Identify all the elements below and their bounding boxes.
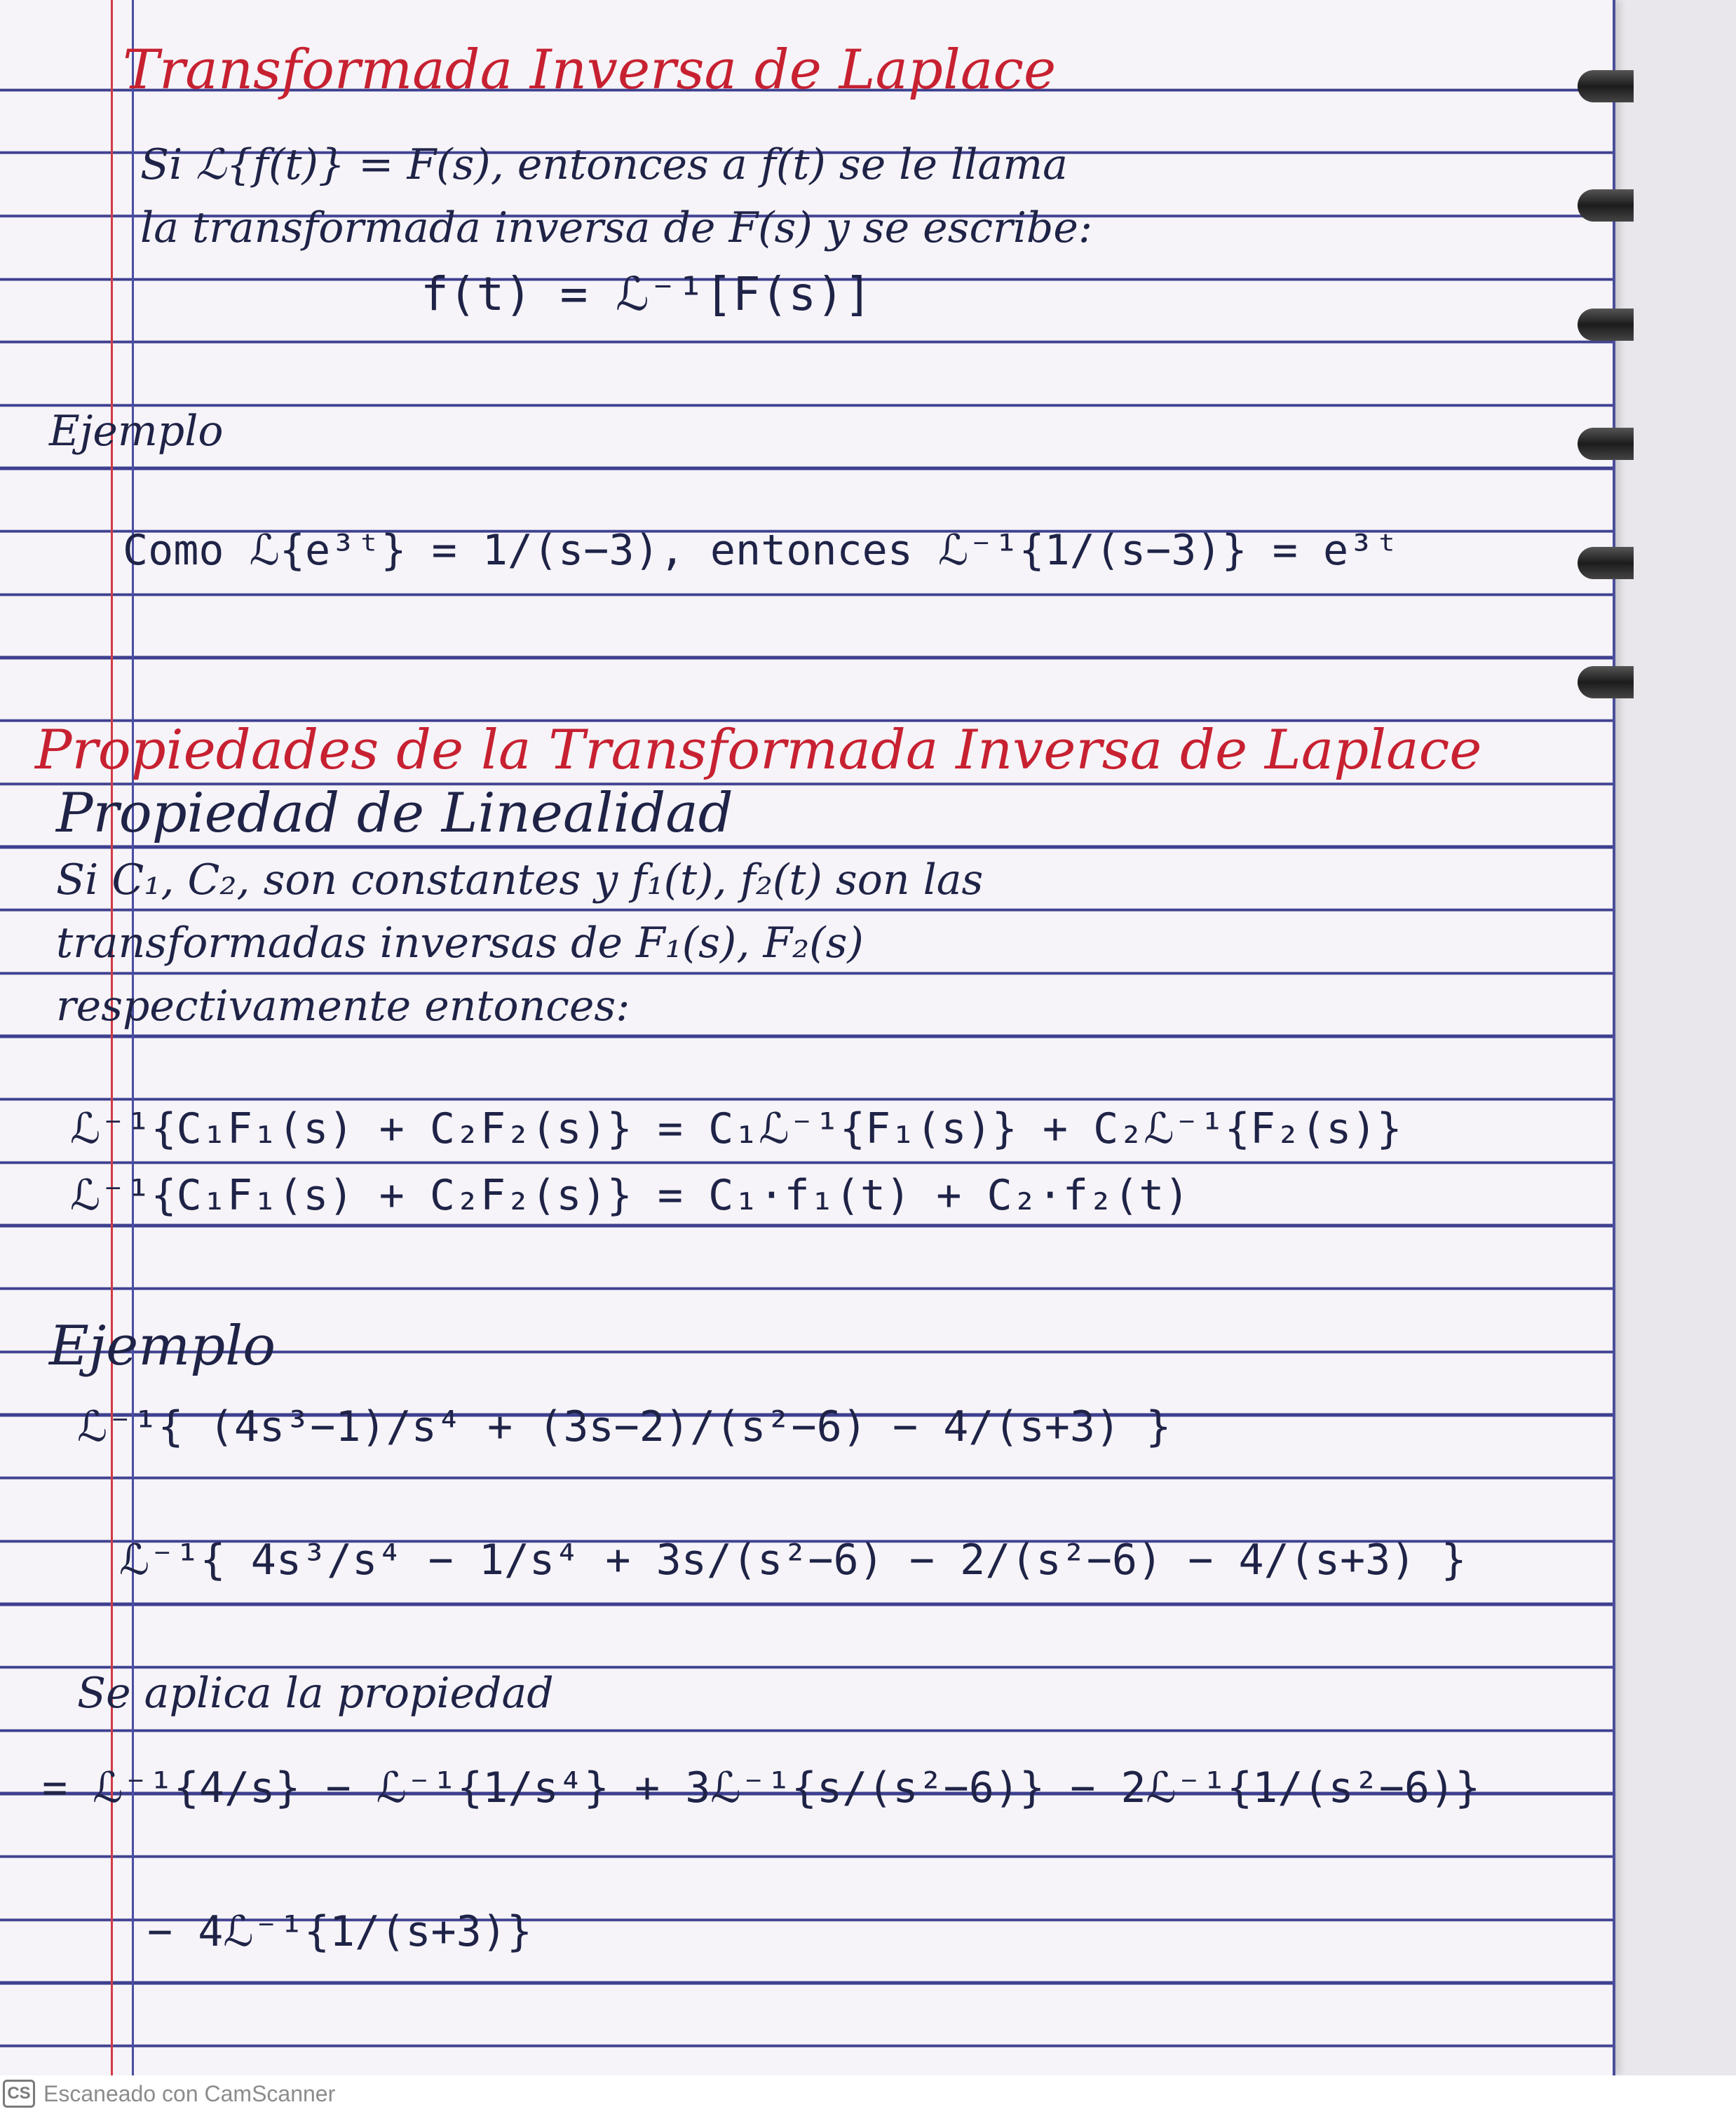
spiral-ring (1578, 428, 1634, 460)
example-2-line-1: ℒ⁻¹{ (4s³−1)/s⁴ + (3s−2)/(s²−6) − 4/(s+3) } (77, 1402, 1172, 1451)
result-line-1: = ℒ⁻¹{4/s} − ℒ⁻¹{1/s⁴} + 3ℒ⁻¹{s/(s²−6)} − 2ℒ⁻¹{1/(s²−6)} (42, 1763, 1481, 1813)
example-2-line-2: ℒ⁻¹{ 4s³/s⁴ − 1/s⁴ + 3s/(s²−6) − 2/(s²−6) − 4/(s+3) } (119, 1536, 1467, 1585)
page-title: Transformada Inversa de Laplace (123, 39, 1057, 102)
apply-property-text: Se aplica la propiedad (77, 1669, 554, 1718)
result-line-2: − 4ℒ⁻¹{1/(s+3)} (147, 1907, 532, 1956)
example-1-heading: Ejemplo (49, 407, 224, 456)
scanner-watermark-text: Escaneado con CamScanner (43, 2081, 336, 2106)
scanner-footer (0, 2075, 1736, 2114)
spiral-ring (1578, 309, 1634, 341)
linearity-heading: Propiedad de Linealidad (56, 782, 733, 845)
definition-line-2: la transformada inversa de F(s) y se escribe: (140, 203, 1093, 252)
spiral-ring (1578, 547, 1634, 579)
properties-heading: Propiedades de la Transformada Inversa de Laplace (35, 719, 1482, 782)
example-1-text: Como ℒ{e³ᵗ} = 1/(s−3), entonces ℒ⁻¹{1/(s−3)} = e³ᵗ (123, 526, 1399, 575)
definition-line-1: Si ℒ{f(t)} = F(s), entonces a f(t) se le llama (140, 140, 1068, 189)
definition-formula: f(t) = ℒ⁻¹[F(s)] (421, 267, 872, 321)
spiral-ring (1578, 666, 1634, 698)
spiral-ring (1578, 189, 1634, 222)
example-2-heading: Ejemplo (49, 1315, 276, 1378)
linearity-formula-2: ℒ⁻¹{C₁F₁(s) + C₂F₂(s)} = C₁·f₁(t) + C₂·f₂(t) (70, 1171, 1190, 1220)
linearity-formula-1: ℒ⁻¹{C₁F₁(s) + C₂F₂(s)} = C₁ℒ⁻¹{F₁(s)} + C₂ℒ⁻¹{F₂(s)} (70, 1104, 1402, 1153)
linearity-line-3: respectivamente entonces: (56, 982, 630, 1031)
spiral-ring (1578, 70, 1634, 102)
camscanner-logo-icon: CS (3, 2080, 35, 2108)
spiral-binding (1528, 0, 1613, 2075)
linearity-line-2: transformadas inversas de F₁(s), F₂(s) (56, 919, 864, 968)
linearity-line-1: Si C₁, C₂, son constantes y f₁(t), f₂(t) son las (56, 855, 984, 904)
